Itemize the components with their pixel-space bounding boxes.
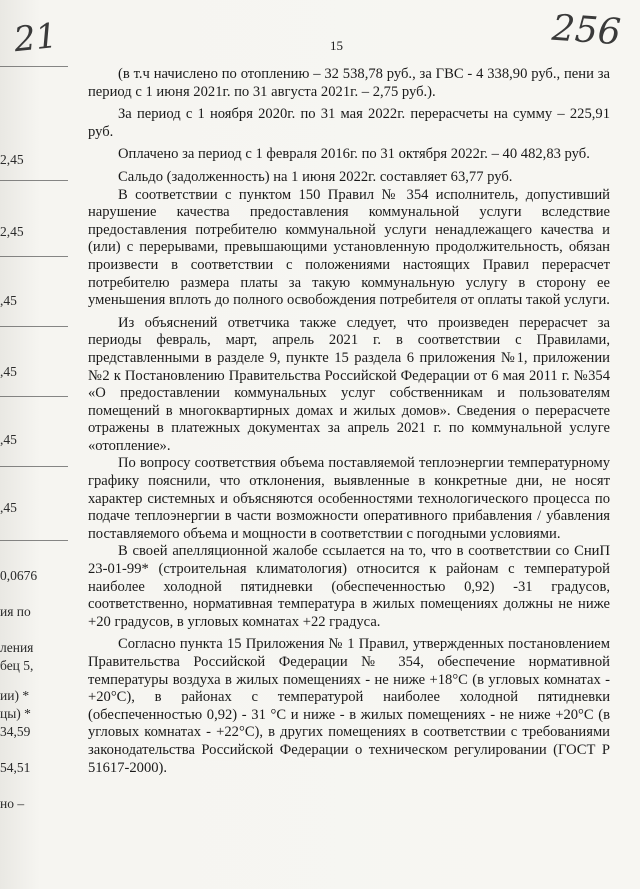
margin-fragment: 54,51 — [0, 760, 31, 775]
margin-fragment: 34,59 — [0, 724, 31, 739]
paragraph-temperature-schedule: По вопросу соответствия объема поставляемой теплоэнергии температурному графику пояснили, что отклонения, выявленные в конкретные дни, не носят характер системных и объясняются особенностями технологического процесса по подаче теплоэнергии в части возможности оперативного прибавления / убавления поставляемого объема и мощности в соответствии с погодными условиями. — [88, 455, 610, 542]
margin-fragment: 2,45 — [0, 224, 24, 239]
margin-fragment: ,45 — [0, 432, 17, 447]
margin-fragment: ления — [0, 640, 34, 655]
margin-fragment: 2,45 — [0, 152, 24, 167]
margin-fragment: ии) * — [0, 688, 30, 703]
paragraph-appeal: В своей апелляционной жалобе ссылается на то, что в соответствии со СниП 23-01-99* (строительная климатология) относится к районам с температурой наиболее холодной пятидневки (обеспеченностью 0,92) -31 градусов, соответственно, нормативная температура в жилых помещениях должны не ниже +20 градусов, в угловых комнатах +22 градуса. — [88, 543, 610, 630]
page-number: 15 — [330, 38, 343, 53]
margin-fragment: 0,0676 — [0, 568, 38, 583]
margin-fragment: ,45 — [0, 364, 17, 379]
margin-fragment: цы) * — [0, 706, 31, 721]
previous-page-bleed — [0, 0, 72, 889]
margin-fragment: бец 5, — [0, 658, 34, 673]
margin-fragment: но – — [0, 796, 25, 811]
margin-fragment: ия по — [0, 604, 31, 619]
margin-fragment: ,45 — [0, 293, 17, 308]
handwritten-page-mark-left: 21 — [12, 15, 60, 61]
paragraph-recalculation: За период с 1 ноября 2020г. по 31 мая 2022г. перерасчеты на сумму – 225,91 руб. — [88, 106, 610, 140]
paragraph-rule-150: В соответствии с пунктом 150 Правил № 354 исполнитель, допустивший нарушение качества предоставления коммунальной услуги вследствие предоставления потребителю коммунальной услуги ненадлежащего качества и (или) с перерывами, превышающими установленную продолжительность, обязан произвести в соответствии с положениями настоящих Правил перерасчет потребителю размера платы за такую коммунальную услугу в сторону ее уменьшения вплоть до полного освобождения потребителя от оплаты такой услуги. — [88, 186, 610, 309]
document-body — [88, 66, 610, 777]
paragraph-defendant-explanation: Из объяснений ответчика также следует, что произведен перерасчет за периоды февраль, март, апрель 2021 г. в соответствии с Правилами, представленными в разделе 9, пункте 15 раздела 6 приложения №1, приложении №2 к Постановлению Правительства Российской Федерации от 6 мая 2011 г. №354 «О предоставлении коммунальных услуг собственникам и пользователям помещений в многоквартирных домах и жилых домов». Сведения о перерасчете отражены в платежных документах за апрель 2021 г. по коммунальной услуге «отопление». — [88, 314, 610, 454]
paragraph-paid: Оплачено за период с 1 февраля 2016г. по 31 октября 2022г. – 40 482,83 руб. — [118, 146, 590, 163]
handwritten-page-mark-right: 256 — [550, 7, 623, 54]
paragraph-charges: (в т.ч начислено по отоплению – 32 538,78 руб., за ГВС - 4 338,90 руб., пени за период с 1 июня 2021г. по 31 августа 2021г. – 2,75 руб.). — [88, 66, 610, 100]
paragraph-balance: Сальдо (задолженность) на 1 июня 2022г. составляет 63,77 руб. — [118, 168, 513, 185]
margin-fragment: ,45 — [0, 500, 17, 515]
paragraph-appendix-15: Согласно пункта 15 Приложения № 1 Правил, утвержденных постановлением Правительства Российской Федерации № 354, обеспечение нормативной температуры воздуха в жилых помещениях - не ниже +18°С (в угловых комнатах - +20°С), в районах с температурой наиболее холодной пятидневки (обеспеченностью 0,92) - 31 °С и ниже - в жилых помещениях - не ниже +20°С (в угловых комнатах - +22°С), в других помещениях в соответствии с требованиями законодательства Российской Федерации о техническом регулировании (ГОСТ Р 51617-2000). — [88, 636, 610, 776]
